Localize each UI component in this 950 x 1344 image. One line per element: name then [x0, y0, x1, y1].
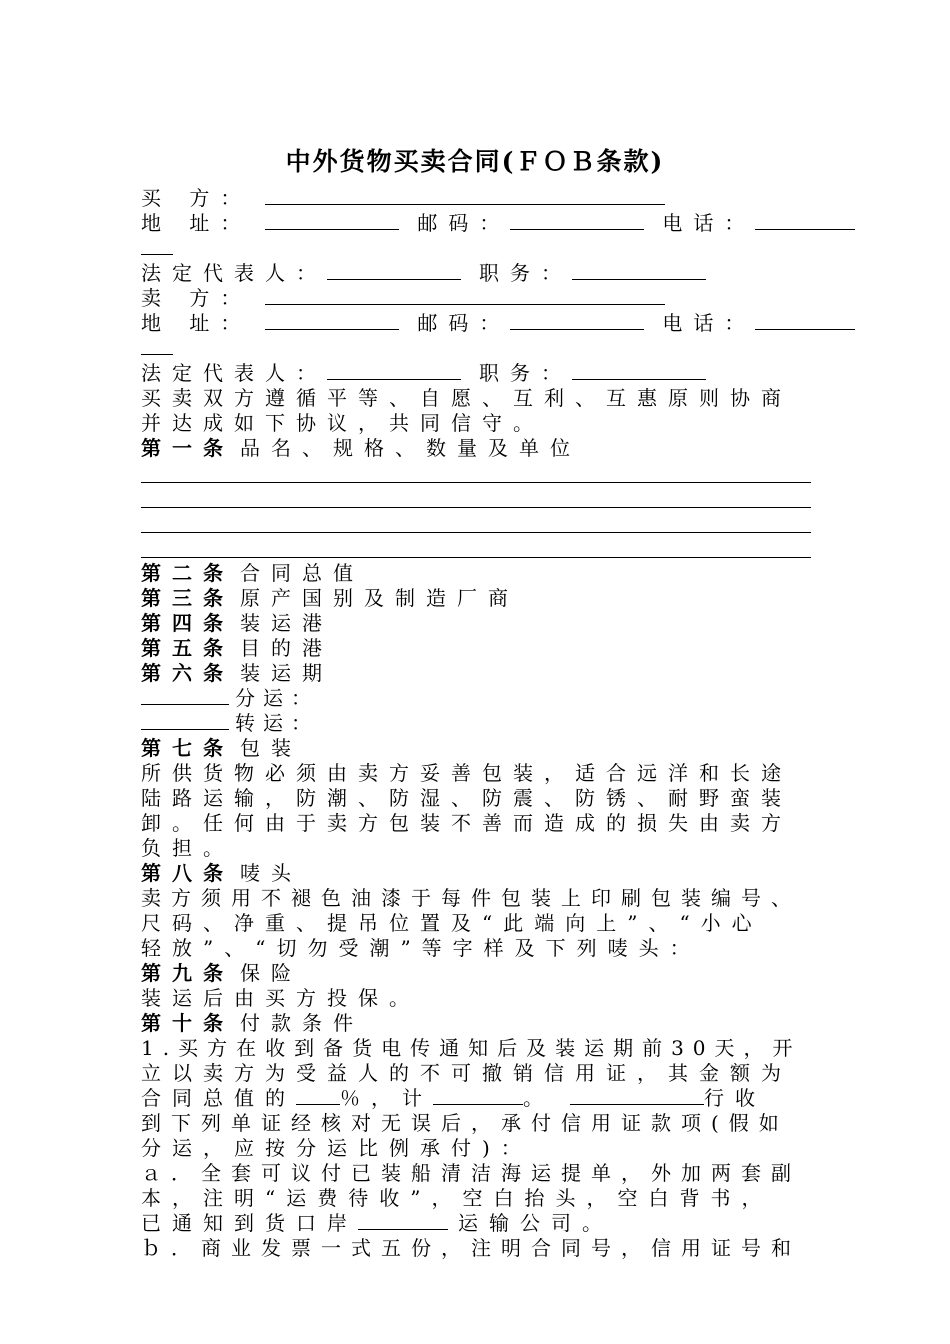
payment-text: 合同总值的 — [141, 1086, 296, 1110]
article-number: 第三条 — [141, 586, 234, 610]
percent-blank — [296, 1086, 340, 1105]
blank-line — [141, 507, 811, 508]
article-heading: 唛头 — [240, 861, 302, 885]
buyer-address-line — [141, 211, 855, 235]
wrap-underline — [141, 354, 173, 355]
blank-line — [141, 482, 811, 483]
article-heading: 品名、规格、数量及单位 — [240, 436, 581, 460]
amount-blank — [433, 1086, 523, 1105]
address-label: 地 址： — [141, 311, 252, 335]
buyer-rep-line — [141, 261, 706, 285]
marks-text: 轻放”、“切勿受潮”等字样及下列唛头： — [141, 936, 701, 960]
blank-line — [141, 532, 811, 533]
buyer-line — [141, 186, 665, 210]
article-heading: 保险 — [240, 961, 302, 985]
intro-line: 买卖双方遵循平等、自愿、互利、互惠原则协商 — [141, 386, 792, 410]
article-1 — [141, 436, 581, 460]
transship-line — [141, 711, 319, 735]
article-4 — [141, 611, 333, 635]
article-heading: 包装 — [240, 736, 302, 760]
article-number: 第七条 — [141, 736, 234, 760]
blank-line — [141, 557, 811, 558]
intro-line: 并达成如下协议，共同信守。 — [141, 411, 544, 435]
payment-item-a: 本，注明“运费待收”，空白抬头，空白背书， — [141, 1186, 773, 1210]
article-10 — [141, 1011, 364, 1035]
packing-text: 卸。任何由于卖方包装不善而造成的损失由卖方 — [141, 811, 792, 835]
marks-text: 尺码、净重、提吊位置及“此端向上”、“小心 — [141, 911, 763, 935]
payment-text: 行收 — [704, 1086, 766, 1110]
payment-text: 到下列单证经核对无误后，承付信用证款项(假如 — [141, 1111, 789, 1135]
payment-text: 运输公司。 — [458, 1211, 613, 1235]
address-blank — [265, 211, 399, 230]
postcode-blank — [510, 311, 644, 330]
article-9 — [141, 961, 302, 985]
article-heading: 合同总值 — [240, 561, 364, 585]
article-number: 第四条 — [141, 611, 234, 635]
seller-line — [141, 286, 665, 310]
payment-text: 。 — [523, 1086, 554, 1110]
seller-address-line — [141, 311, 855, 335]
partial-blank — [141, 686, 229, 705]
partial-shipment-label: 分运： — [235, 686, 319, 710]
position-label: 职务： — [479, 261, 572, 285]
article-number: 第九条 — [141, 961, 234, 985]
rep-blank — [327, 261, 461, 280]
payment-item-a: ａ．全套可议付已装船清洁海运提单，外加两套副 — [141, 1161, 801, 1185]
article-heading: 原产国别及制造厂商 — [240, 586, 519, 610]
transship-blank — [141, 711, 229, 730]
payment-text: 分运，应按分运比例承付)： — [141, 1136, 532, 1160]
article-heading: 装运港 — [240, 611, 333, 635]
payment-text: 已通知到货口岸 — [141, 1211, 358, 1235]
article-heading: 付款条件 — [240, 1011, 364, 1035]
partial-shipment-line — [141, 686, 319, 710]
payment-item-a-port-line — [141, 1211, 613, 1235]
phone-label: 电话： — [662, 311, 756, 335]
postcode-blank — [510, 211, 644, 230]
packing-text: 负担。 — [141, 836, 234, 860]
article-8 — [141, 861, 302, 885]
address-blank — [265, 311, 399, 330]
marks-text: 卖方须用不褪色油漆于每件包装上印刷包装编号、 — [141, 886, 801, 910]
seller-label: 卖 方： — [141, 286, 252, 310]
address-label: 地 址： — [141, 211, 252, 235]
article-heading: 装运期 — [240, 661, 333, 685]
article-6 — [141, 661, 333, 685]
article-number: 第一条 — [141, 436, 234, 460]
port-blank — [358, 1211, 448, 1230]
payment-text: 1.买方在收到备货电传通知后及装运期前30天，开 — [141, 1036, 802, 1060]
article-heading: 目的港 — [240, 636, 333, 660]
packing-text: 所供货物必须由卖方妥善包装，适合远洋和长途 — [141, 761, 792, 785]
seller-rep-line — [141, 361, 706, 385]
article-number: 第六条 — [141, 661, 234, 685]
seller-blank — [265, 286, 665, 305]
insurance-text: 装运后由买方投保。 — [141, 986, 420, 1010]
payment-text: ％，计 — [340, 1086, 433, 1110]
payment-text: 立以卖方为受益人的不可撤销信用证，其金额为 — [141, 1061, 792, 1085]
bank-blank — [570, 1086, 704, 1105]
position-label: 职务： — [479, 361, 572, 385]
postcode-label: 邮码： — [417, 311, 511, 335]
article-number: 第二条 — [141, 561, 234, 585]
rep-label: 法定代表人： — [141, 261, 327, 285]
article-7 — [141, 736, 302, 760]
phone-label: 电话： — [662, 211, 756, 235]
transship-label: 转运： — [235, 711, 319, 735]
postcode-label: 邮码： — [417, 211, 511, 235]
position-blank — [572, 361, 706, 380]
article-number: 第八条 — [141, 861, 234, 885]
page-title: 中外货物买卖合同(ＦＯＢ条款) — [285, 147, 665, 176]
packing-text: 陆路运输，防潮、防湿、防震、防锈、耐野蛮装 — [141, 786, 792, 810]
phone-blank — [755, 311, 855, 330]
article-5 — [141, 636, 333, 660]
payment-item-b: ｂ．商业发票一式五份，注明合同号，信用证号和 — [141, 1236, 801, 1260]
rep-label: 法定代表人： — [141, 361, 327, 385]
buyer-label: 买 方： — [141, 186, 252, 210]
rep-blank — [327, 361, 461, 380]
article-3 — [141, 586, 519, 610]
position-blank — [572, 261, 706, 280]
phone-blank — [755, 211, 855, 230]
article-2 — [141, 561, 364, 585]
buyer-blank — [265, 186, 665, 205]
article-number: 第五条 — [141, 636, 234, 660]
payment-amount-line — [141, 1086, 766, 1110]
wrap-underline — [141, 254, 173, 255]
article-number: 第十条 — [141, 1011, 234, 1035]
